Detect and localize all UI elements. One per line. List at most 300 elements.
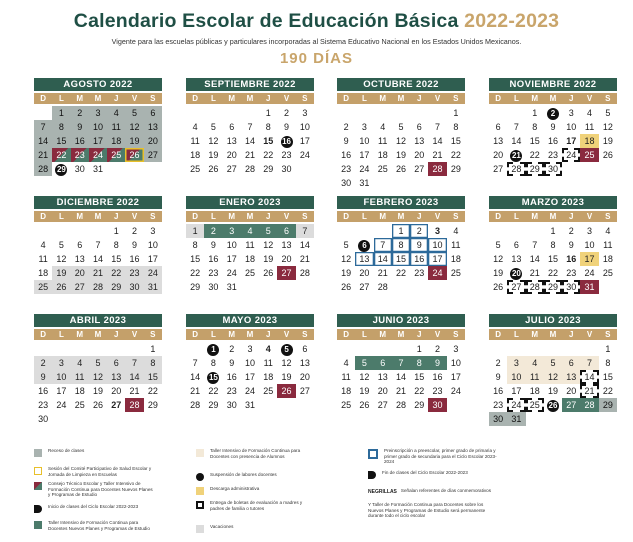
weekday-label: S xyxy=(150,94,156,103)
day-cell: 3 xyxy=(223,224,241,238)
day-cell: 26 xyxy=(602,150,613,160)
day-cell: 3 xyxy=(302,108,308,118)
weekday-label: M xyxy=(76,330,84,339)
day-cell: 1 xyxy=(453,108,459,118)
day-cell: 29 xyxy=(208,400,219,410)
day-cell: 8 xyxy=(392,238,410,252)
day-cell: 6 xyxy=(77,240,83,250)
legend-item xyxy=(368,502,498,519)
day-cell: 20 xyxy=(511,269,521,278)
day-cell: 31 xyxy=(580,280,598,294)
days-grid xyxy=(34,342,162,426)
day-cell: 10 xyxy=(226,240,237,250)
day-cell: 18 xyxy=(450,254,461,264)
day-cell: 30 xyxy=(489,412,507,426)
days-grid xyxy=(489,106,617,176)
day-cell: 10 xyxy=(359,136,370,146)
day-cell: 27 xyxy=(144,148,162,162)
day-cell: 16 xyxy=(129,254,140,264)
days-grid xyxy=(186,342,314,412)
day-cell: 19 xyxy=(52,266,70,280)
day-cell: 9 xyxy=(229,358,235,368)
day-cell: 18 xyxy=(263,372,274,382)
day-cell: 23 xyxy=(432,386,443,396)
day-cell: 8 xyxy=(550,240,556,250)
day-cell: 25 xyxy=(450,268,461,278)
day-cell: 1 xyxy=(416,344,422,354)
weekday-label: S xyxy=(302,94,308,103)
weekday-label: M xyxy=(549,94,557,103)
empty-day xyxy=(71,224,89,238)
day-cell: 20 xyxy=(566,386,577,396)
weekday-label: L xyxy=(361,94,367,103)
weekday-label: D xyxy=(343,330,350,339)
month-title: MAYO 2023 xyxy=(186,314,314,327)
day-cell: 29 xyxy=(190,282,201,292)
day-cell: 27 xyxy=(299,386,310,396)
weekday-label: L xyxy=(361,212,367,221)
day-cell: 5 xyxy=(125,106,143,120)
weekday-header xyxy=(34,211,162,222)
empty-day xyxy=(580,342,598,356)
day-cell: 5 xyxy=(355,356,373,370)
day-cell: 16 xyxy=(547,136,558,146)
day-cell: 12 xyxy=(493,254,504,264)
weekday-label: M xyxy=(549,330,557,339)
legend-text: Suspensión de labores docentes xyxy=(210,472,277,477)
weekday-label: J xyxy=(417,212,422,221)
day-cell: 15 xyxy=(414,372,425,382)
weekday-header xyxy=(34,329,162,340)
day-cell: 2 xyxy=(568,226,574,236)
day-cell: 19 xyxy=(341,268,352,278)
day-cell: 29 xyxy=(414,400,425,410)
days-grid xyxy=(186,224,314,294)
day-cell: 16 xyxy=(410,252,428,266)
day-cell: 16 xyxy=(38,386,49,396)
day-cell: 24 xyxy=(507,398,525,412)
weekday-label: L xyxy=(361,330,367,339)
weekday-label: J xyxy=(569,330,574,339)
month-mayo-2023 xyxy=(186,314,314,412)
day-cell: 22 xyxy=(395,268,406,278)
legend-swatch-icon xyxy=(196,487,204,495)
days-grid xyxy=(489,342,617,426)
day-cell: 6 xyxy=(374,356,392,370)
weekday-label: D xyxy=(495,94,502,103)
day-cell: 4 xyxy=(526,356,544,370)
day-cell: 4 xyxy=(241,224,259,238)
day-cell: 30 xyxy=(208,282,219,292)
day-cell: 25 xyxy=(190,164,201,174)
weekday-label: J xyxy=(266,94,271,103)
legend-item xyxy=(368,470,498,479)
day-cell: 5 xyxy=(605,108,611,118)
empty-day xyxy=(489,342,507,356)
weekday-label: M xyxy=(246,212,254,221)
legend-swatch-icon xyxy=(368,471,376,479)
day-cell: 13 xyxy=(144,120,162,134)
month-title: ENERO 2023 xyxy=(186,196,314,209)
day-cell: 14 xyxy=(432,136,443,146)
day-cell: 23 xyxy=(566,268,577,278)
day-cell: 3 xyxy=(568,108,574,118)
day-cell: 15 xyxy=(111,254,122,264)
day-cell: 4 xyxy=(71,356,89,370)
day-cell: 26 xyxy=(395,164,406,174)
day-cell: 26 xyxy=(125,148,143,162)
day-cell: 17 xyxy=(511,386,522,396)
day-cell: 6 xyxy=(495,122,501,132)
empty-day xyxy=(410,106,428,120)
day-cell: 7 xyxy=(34,120,52,134)
day-cell: 27 xyxy=(359,282,370,292)
day-cell: 14 xyxy=(299,240,310,250)
weekday-label: J xyxy=(266,212,271,221)
day-cell: 30 xyxy=(281,164,292,174)
month-title: AGOSTO 2022 xyxy=(34,78,162,91)
day-cell: 11 xyxy=(341,372,351,382)
day-cell: 14 xyxy=(511,136,522,146)
day-cell: 21 xyxy=(395,386,406,396)
day-cell: 20 xyxy=(493,150,504,160)
weekday-header xyxy=(186,211,314,222)
day-cell: 19 xyxy=(263,254,274,264)
weekday-label: M xyxy=(228,330,236,339)
day-cell: 3 xyxy=(150,226,156,236)
days-count: 190 DÍAS xyxy=(279,50,354,67)
day-cell: 17 xyxy=(244,372,255,382)
empty-day xyxy=(223,106,241,120)
day-cell: 11 xyxy=(526,370,544,384)
weekday-label: M xyxy=(397,94,405,103)
day-cell: 13 xyxy=(107,370,125,384)
weekday-label: L xyxy=(58,212,64,221)
weekday-label: V xyxy=(586,212,593,221)
weekday-label: M xyxy=(246,330,254,339)
legend-text: Preinscripción a preescolar, primer grado de primaria y primer grado de secundaria para el Ciclo Escolar 2023-2024 xyxy=(384,448,497,465)
day-cell: 18 xyxy=(107,134,125,148)
day-cell: 17 xyxy=(450,372,461,382)
day-cell: 13 xyxy=(226,136,237,146)
day-cell: 11 xyxy=(378,136,388,146)
day-cell: 4 xyxy=(343,358,349,368)
day-cell: 21 xyxy=(244,150,255,160)
day-cell: 1 xyxy=(113,226,119,236)
day-cell: 24 xyxy=(226,268,237,278)
weekday-label: M xyxy=(94,212,102,221)
empty-day xyxy=(34,342,52,356)
empty-day xyxy=(507,224,525,238)
day-cell: 7 xyxy=(296,224,314,238)
weekday-label: V xyxy=(283,212,290,221)
day-cell: 3 xyxy=(361,122,367,132)
weekday-label: L xyxy=(513,330,519,339)
month-abril-2023 xyxy=(34,314,162,426)
day-cell: 9 xyxy=(71,120,89,134)
day-cell: 10 xyxy=(450,358,461,368)
day-cell: 21 xyxy=(89,266,107,280)
empty-day xyxy=(374,224,392,238)
weekday-header xyxy=(337,329,465,340)
weekday-label: L xyxy=(513,212,519,221)
weekday-label: V xyxy=(434,212,441,221)
month-title: JUNIO 2023 xyxy=(337,314,465,327)
day-cell: 8 xyxy=(52,120,70,134)
month-julio-2023 xyxy=(489,314,617,426)
weekday-header xyxy=(337,93,465,104)
month-noviembre-2022 xyxy=(489,78,617,176)
page-title xyxy=(0,10,633,33)
day-cell: 13 xyxy=(299,358,310,368)
day-cell: 23 xyxy=(125,266,143,280)
day-cell: 10 xyxy=(89,120,107,134)
weekday-label: M xyxy=(531,330,539,339)
day-cell: 20 xyxy=(299,372,310,382)
day-cell: 11 xyxy=(245,240,255,250)
weekday-label: J xyxy=(114,330,119,339)
day-cell: 17 xyxy=(359,150,370,160)
day-cell: 18 xyxy=(580,134,598,148)
day-cell: 29 xyxy=(599,398,617,412)
day-cell: 23 xyxy=(493,400,504,410)
day-cell: 22 xyxy=(602,386,613,396)
day-cell: 30 xyxy=(562,280,580,294)
day-cell: 10 xyxy=(507,370,525,384)
weekday-label: L xyxy=(58,94,64,103)
day-cell: 18 xyxy=(602,254,613,264)
weekday-label: V xyxy=(586,330,593,339)
month-marzo-2023 xyxy=(489,196,617,294)
empty-day xyxy=(428,106,446,120)
day-cell: 2 xyxy=(34,356,52,370)
day-cell: 23 xyxy=(38,400,49,410)
legend-swatch-icon xyxy=(34,467,42,475)
day-cell: 2 xyxy=(71,106,89,120)
legend-swatch-icon xyxy=(196,449,204,457)
day-cell: 15 xyxy=(208,373,218,382)
day-cell: 4 xyxy=(380,122,386,132)
day-cell: 26 xyxy=(277,384,295,398)
day-cell: 22 xyxy=(263,150,274,160)
day-cell: 12 xyxy=(125,120,143,134)
day-cell: 3 xyxy=(247,344,253,354)
day-cell: 20 xyxy=(144,134,162,148)
empty-day xyxy=(562,342,580,356)
legend-swatch-icon xyxy=(196,501,204,509)
day-cell: 12 xyxy=(544,370,562,384)
day-cell: 7 xyxy=(392,356,410,370)
day-cell: 26 xyxy=(92,400,103,410)
empty-day xyxy=(355,342,373,356)
weekday-label: V xyxy=(434,330,441,339)
day-cell: 21 xyxy=(432,150,443,160)
day-cell: 28 xyxy=(34,162,52,176)
day-cell: 10 xyxy=(428,238,446,252)
day-cell: 3 xyxy=(435,226,441,236)
day-cell: 27 xyxy=(277,266,295,280)
weekday-header xyxy=(489,211,617,222)
day-cell: 21 xyxy=(34,148,52,162)
day-cell: 27 xyxy=(377,400,388,410)
day-cell: 5 xyxy=(259,224,277,238)
day-cell: 13 xyxy=(493,136,504,146)
empty-day xyxy=(186,342,204,356)
day-cell: 17 xyxy=(566,136,577,146)
day-cell: 26 xyxy=(493,282,504,292)
day-cell: 19 xyxy=(359,386,370,396)
day-cell: 2 xyxy=(435,344,441,354)
day-cell: 25 xyxy=(263,386,274,396)
day-cell: 7 xyxy=(580,356,598,370)
day-cell: 2 xyxy=(284,108,290,118)
day-cell: 21 xyxy=(299,254,310,264)
day-cell: 20 xyxy=(377,386,388,396)
day-cell: 22 xyxy=(529,150,540,160)
day-cell: 31 xyxy=(144,280,162,294)
empty-day xyxy=(52,342,70,356)
month-title: OCTUBRE 2022 xyxy=(337,78,465,91)
day-cell: 18 xyxy=(529,386,540,396)
day-cell: 25 xyxy=(244,268,255,278)
weekday-label: S xyxy=(605,212,611,221)
legend-swatch-icon xyxy=(196,473,204,481)
day-cell: 1 xyxy=(265,108,271,118)
legend-text: Vacaciones xyxy=(210,524,234,529)
empty-day xyxy=(489,224,507,238)
day-cell: 15 xyxy=(602,372,613,382)
day-cell: 25 xyxy=(34,280,52,294)
day-cell: 11 xyxy=(107,120,125,134)
day-cell: 15 xyxy=(547,254,558,264)
day-cell: 6 xyxy=(144,106,162,120)
day-cell: 11 xyxy=(71,370,89,384)
empty-day xyxy=(34,224,52,238)
weekday-header xyxy=(186,329,314,340)
day-cell: 12 xyxy=(281,358,292,368)
weekday-label: D xyxy=(343,94,350,103)
weekday-label: M xyxy=(379,94,387,103)
weekday-label: V xyxy=(283,94,290,103)
weekday-label: M xyxy=(76,212,84,221)
day-cell: 1 xyxy=(204,342,222,356)
day-cell: 8 xyxy=(144,356,162,370)
day-cell: 10 xyxy=(52,370,70,384)
day-cell: 2 xyxy=(204,224,222,238)
day-cell: 17 xyxy=(299,136,310,146)
weekday-label: V xyxy=(131,212,138,221)
day-cell: 8 xyxy=(265,122,271,132)
legend-text: Receso de clases xyxy=(48,448,85,453)
day-cell: 7 xyxy=(513,122,519,132)
day-cell: 3 xyxy=(453,344,459,354)
legend-item xyxy=(196,448,316,459)
title-main: Calendario Escolar de Educación Básica xyxy=(73,10,459,32)
day-cell: 24 xyxy=(299,150,310,160)
empty-day xyxy=(337,106,355,120)
day-cell: 25 xyxy=(74,400,85,410)
legend-swatch-icon xyxy=(368,449,378,459)
weekday-label: M xyxy=(397,330,405,339)
day-cell: 4 xyxy=(605,226,611,236)
weekday-label: D xyxy=(192,330,199,339)
day-cell: 28 xyxy=(377,282,388,292)
day-cell: 6 xyxy=(355,238,373,252)
day-cell: 11 xyxy=(603,240,613,250)
day-cell: 6 xyxy=(562,356,580,370)
day-cell: 27 xyxy=(71,280,89,294)
month-diciembre-2022 xyxy=(34,196,162,294)
day-cell: 5 xyxy=(343,240,349,250)
day-cell: 12 xyxy=(56,254,67,264)
day-cell: 24 xyxy=(359,164,370,174)
day-cell: 13 xyxy=(377,372,388,382)
day-cell: 18 xyxy=(74,386,85,396)
weekday-label: M xyxy=(94,94,102,103)
day-cell: 28 xyxy=(299,268,310,278)
day-cell: 2 xyxy=(229,344,235,354)
legend-text: Consejo Técnico Escolar y Taller Intensivo de Formación Continua para Docentes Nuevos Planes y Programas de Estudio xyxy=(48,481,153,498)
day-cell: 14 xyxy=(244,136,255,146)
day-cell: 18 xyxy=(190,150,201,160)
day-cell: 18 xyxy=(38,268,49,278)
month-title: MARZO 2023 xyxy=(489,196,617,209)
day-cell: 15 xyxy=(529,136,540,146)
weekday-label: V xyxy=(434,94,441,103)
weekday-header xyxy=(186,93,314,104)
day-cell: 7 xyxy=(435,122,441,132)
day-cell: 5 xyxy=(277,342,295,356)
legend-text: Taller Intensivo de Formación Continua para Docentes Nuevos Planes y Programas de Estudio xyxy=(48,520,150,531)
day-cell: 5 xyxy=(210,122,216,132)
weekday-label: J xyxy=(114,94,119,103)
weekday-label: V xyxy=(586,94,593,103)
day-cell: 30 xyxy=(428,398,446,412)
weekday-label: M xyxy=(94,330,102,339)
day-cell: 24 xyxy=(89,148,107,162)
month-title: DICIEMBRE 2022 xyxy=(34,196,162,209)
day-cell: 9 xyxy=(132,240,138,250)
empty-day xyxy=(186,106,204,120)
day-cell: 13 xyxy=(562,370,580,384)
day-cell: 8 xyxy=(113,240,119,250)
empty-day xyxy=(489,106,507,120)
day-cell: 29 xyxy=(107,280,125,294)
day-cell: 23 xyxy=(547,150,558,160)
empty-day xyxy=(374,106,392,120)
day-cell: 31 xyxy=(226,282,237,292)
day-cell: 1 xyxy=(605,344,611,354)
day-cell: 9 xyxy=(568,240,574,250)
days-grid xyxy=(337,224,465,294)
month-febrero-2023 xyxy=(337,196,465,294)
day-cell: 1 xyxy=(532,108,538,118)
day-cell: 24 xyxy=(428,266,446,280)
weekday-label: S xyxy=(605,330,611,339)
day-cell: 1 xyxy=(550,226,556,236)
month-title: SEPTIEMBRE 2022 xyxy=(186,78,314,91)
day-cell: 24 xyxy=(56,400,67,410)
weekday-label: S xyxy=(150,330,156,339)
day-cell: 27 xyxy=(414,164,425,174)
day-cell: 30 xyxy=(125,280,143,294)
weekday-label: L xyxy=(210,94,216,103)
day-cell: 27 xyxy=(111,400,122,410)
empty-day xyxy=(89,342,107,356)
day-cell: 21 xyxy=(377,268,388,278)
day-cell: 4 xyxy=(40,240,46,250)
day-cell: 28 xyxy=(190,400,201,410)
